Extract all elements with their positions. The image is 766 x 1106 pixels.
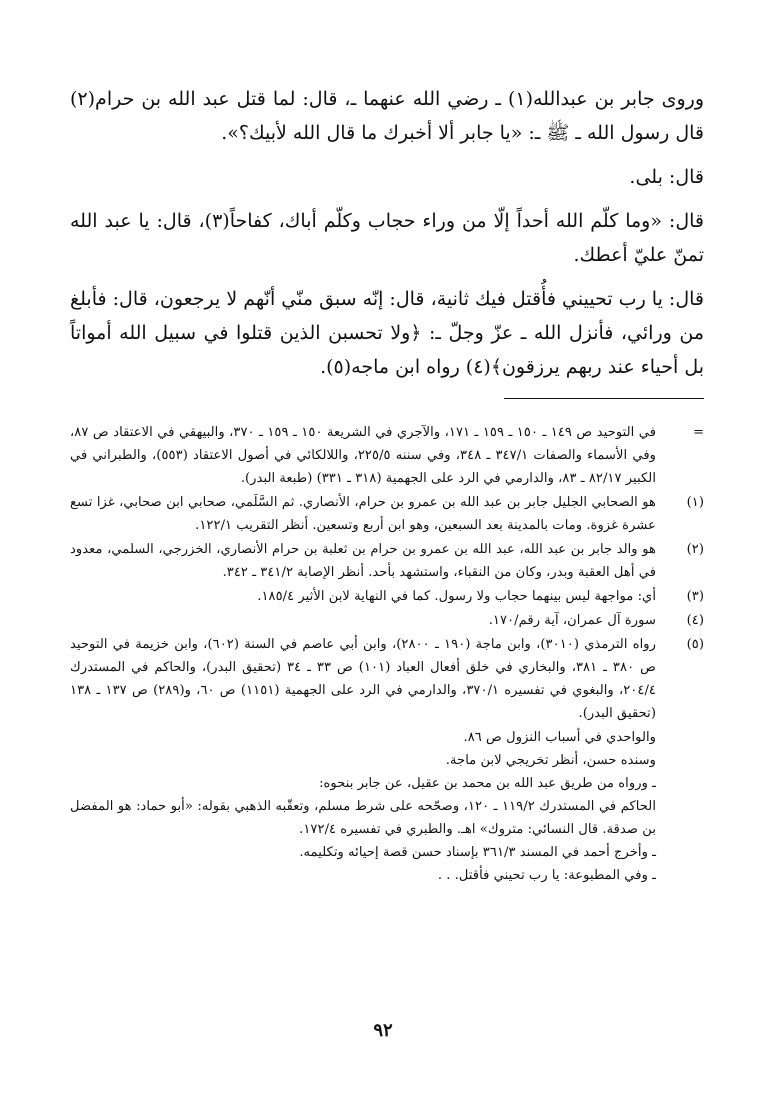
footnote-1: [70, 491, 704, 537]
paragraph-wish: قال: يا رب تحييني فأُقتل فيك ثانية، قال: إنّه سبق منّي أنّهم لا يرجعون، قال: فأبلغ من ورائي، فأنزل الله ـ عزّ وجلّ ـ: ﴿ولا تحسبن الذين قتلوا في سبيل الله أمواتاً بل أحياء عند ربهم يرزقون﴾(٤) رواه ابن ماجه(٥).: [70, 288, 705, 378]
footnote-mark: (٥): [686, 637, 704, 652]
footnote-5-line: ـ وأخرج أحمد في المسند ٣٦١/٣ بإسناد حسن قصة إحيائه وتكليمه.: [299, 845, 656, 860]
footnote-text: رواه الترمذي (٣٠١٠)، وابن ماجة (١٩٠ ـ ٢٨٠٠)، وابن أبي عاصم في السنة (٦٠٢)، وابن خزيمة في التوحيد ص ٣٨٠ ـ ٣٨١، والبخاري في خلق أفعال العباد (١٠١) ص ٣٣ ـ ٣٤ (تحقيق البدر)، والحاكم في المستدرك ٢٠٤/٤، والبغوي في تفسيره ٣٧٠/١، والدارمي في الرد على الجهمية (١١٥١) ص ٦٠، و(٢٨٩) ص ١٣٧ ـ ١٣٨ (تحقيق البدر).: [70, 637, 657, 721]
footnote-5-line: وسنده حسن، أنظر تخريجي لابن ماجة.: [445, 753, 656, 768]
paragraph-hadith-intro: وروى جابر بن عبدالله(١) ـ رضي الله عنهما ـ، قال: لما قتل عبد الله بن حرام(٢) قال رسول الله ـ ﷺ ـ: «يا جابر ألا أخبرك ما قال الله لأبيك؟».: [70, 88, 705, 144]
footnote-4: [70, 609, 704, 632]
footnote-text: سورة آل عمران، آية رقم/١٧٠.: [488, 613, 656, 628]
footnote-mark: (٤): [686, 613, 704, 628]
main-text: [70, 82, 704, 384]
footnote-divider: [504, 398, 704, 399]
footnote-mark: (٢): [686, 542, 704, 557]
page-content: [70, 82, 704, 887]
footnote-5-line: ـ وفي المطبوعة: يا رب تحيني فأقتل. . .: [437, 868, 656, 883]
footnote-text: هو والد جابر بن عبد الله، عبد الله بن عمرو بن حرام بن ثعلبة بن حرام الأنصاري، الخزرجي، السلمي، معدود في أهل العقبة وبدر، وكان من النقباء، واستشهد بأحد. أنظر الإصابة ٣٤١/٢ ـ ٣٤٢.: [70, 542, 656, 580]
footnote-5: [70, 633, 704, 725]
footnote-text: هو الصحابي الجليل جابر بن عبد الله بن عمرو بن حرام، الأنصاري. ثم السَّلَمي، صحابي ابن صحابي، غزا تسع عشرة غزوة. ومات بالمدينة بعد السبعين، وهو ابن أربع وتسعين. أنظر التقريب ١٢٢/١.: [70, 495, 656, 533]
footnote-continued: [70, 421, 704, 490]
footnote-5-line: ـ ورواه من طريق عبد الله بن محمد بن عقيل، عن جابر بنحوه:: [319, 776, 656, 791]
footnote-5-line: والواحدي في أسباب النزول ص ٨٦.: [463, 730, 656, 745]
footnote-text: أي: مواجهة ليس بينهما حجاب ولا رسول. كما في النهاية لابن الأثير ١٨٥/٤.: [257, 589, 656, 604]
footnote-mark: (١): [686, 495, 704, 510]
footnote-5-line: الحاكم في المستدرك ١١٩/٢ ـ ١٢٠، وصحّحه على شرط مسلم، وتعقّبه الذهبي بقوله: «أبو حماد: هو المفضل بن صدقة. قال النسائي: متروك» اهـ. والطبري في تفسيره ١٧٢/٤.: [70, 799, 656, 837]
footnote-mark: (٣): [686, 589, 704, 604]
footnote-mark: =: [692, 425, 704, 440]
footnotes: [70, 421, 704, 887]
footnote-text: في التوحيد ص ١٤٩ ـ ١٥٠ ـ ١٥٩ ـ ١٧١، والآجري في الشريعة ١٥٠ ـ ١٥٩ ـ ٣٧٠، والبيهقي في الاعتقاد ص ٨٧، وفي الأسماء والصفات ٣٤٧/١ ـ ٣٤٨، وفي سننه ٢٢٥/٥، واللالكائي في أصول الاعتقاد (٥٥٣)، والطبراني في الكبير ٨٢/١٧ ـ ٨٣، والدارمي في الرد على الجهمية (٣١٨ ـ ٣٣١) (طبعة البدر).: [70, 425, 657, 486]
paragraph-speech: قال: «وما كلّم الله أحداً إلّا من وراء حجاب وكلّم أباك، كفاحاً(٣)، قال: يا عبد الله تمنّ عليّ أعطك.: [70, 210, 704, 266]
page-number: ٩٢: [373, 1020, 393, 1041]
footnote-2: [70, 538, 704, 584]
paragraph-reply: قال: بلى.: [629, 166, 704, 188]
footnote-3: [70, 585, 704, 608]
